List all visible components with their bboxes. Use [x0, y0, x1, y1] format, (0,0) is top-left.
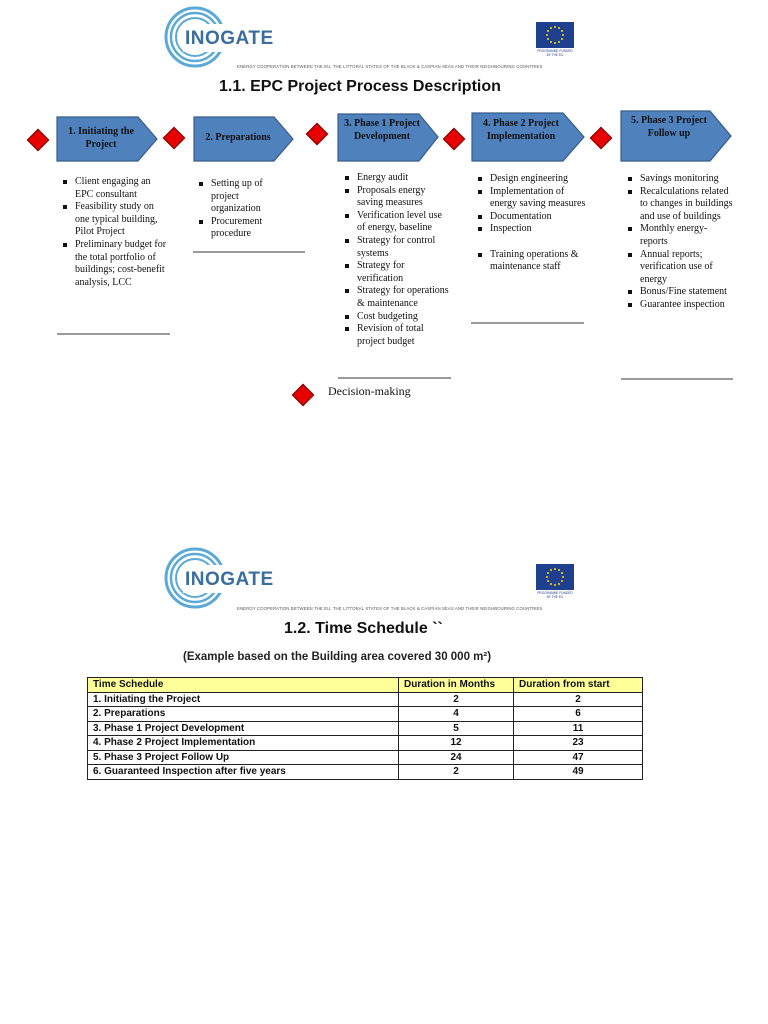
- decision-diamond-icon: [590, 127, 613, 150]
- table-header-row: [88, 678, 643, 693]
- list-item: Design engineering: [476, 173, 586, 186]
- inogate-logo: [163, 547, 288, 609]
- list-item: Strategy for verification: [343, 260, 451, 285]
- column-header: Duration from start: [514, 678, 643, 693]
- list-item: Strategy for operations & maintenance: [343, 285, 451, 310]
- phase-1-label: 1. Initiating the Project: [68, 126, 134, 150]
- tagline: ENERGY COOPERATION BETWEEN THE EU, THE LITTORAL STATES OF THE BLACK & CASPIAN SEAS AND THEIR NEIGHBOURING COUNTRIES: [237, 606, 543, 611]
- decision-diamond-icon: [163, 127, 186, 150]
- list-item: Savings monitoring: [626, 173, 734, 186]
- list-item: Proposals energy saving measures: [343, 185, 451, 210]
- phase-5-label: 5. Phase 3 Project Follow up: [631, 115, 707, 139]
- legend-label: Decision-making: [328, 384, 411, 398]
- table-row: [88, 692, 643, 707]
- phase-4-arrow: [471, 112, 585, 162]
- table-cell: 2: [399, 765, 514, 780]
- table-cell: 11: [514, 721, 643, 736]
- table-cell: 24: [399, 750, 514, 765]
- schedule-title: 1.2. Time Schedule ``: [284, 620, 443, 637]
- tagline: ENERGY COOPERATION BETWEEN THE EU, THE LITTORAL STATES OF THE BLACK & CASPIAN SEAS AND THEIR NEIGHBOURING COUNTRIES: [237, 64, 543, 69]
- table-cell: 5. Phase 3 Project Follow Up: [88, 750, 399, 765]
- table-cell: 6. Guaranteed Inspection after five years: [88, 765, 399, 780]
- list-item: Verification level use of energy, baseline: [343, 210, 451, 235]
- list-item: Documentation: [476, 211, 586, 224]
- column-header: Duration in Months: [399, 678, 514, 693]
- table-cell: 47: [514, 750, 643, 765]
- list-item: Bonus/Fine statement: [626, 286, 734, 299]
- phase-2-arrow: [193, 116, 294, 162]
- column-header: Time Schedule: [88, 678, 399, 693]
- table-cell: 2: [399, 692, 514, 707]
- table-row: [88, 765, 643, 780]
- process-title: 1.1. EPC Project Process Description: [219, 78, 501, 95]
- time-schedule-table: [87, 677, 643, 780]
- phase-2-bullets: [197, 178, 287, 241]
- eu-flag-icon: [536, 22, 574, 48]
- list-item: Cost budgeting: [343, 311, 451, 324]
- list-item: Energy audit: [343, 172, 451, 185]
- phase-4-label: 4. Phase 2 Project Implementation: [483, 118, 559, 142]
- table-row: [88, 750, 643, 765]
- eu-caption: PROGRAMME FUNDED BY THE EU: [537, 591, 573, 599]
- schedule-subtitle: (Example based on the Building area covered 30 000 m²): [183, 651, 492, 663]
- table-cell: 23: [514, 736, 643, 751]
- table-cell: 3. Phase 1 Project Development: [88, 721, 399, 736]
- list-item: Inspection: [476, 223, 586, 236]
- list-item: Strategy for control systems: [343, 235, 451, 260]
- phase-3-bullets: [343, 172, 451, 348]
- phase-5-bullets: [626, 173, 734, 312]
- list-item: Preliminary budget for the total portfolio of buildings; cost-benefit analysis, LCC: [61, 239, 169, 289]
- list-item: Feasibility study on one typical building, Pilot Project: [61, 201, 169, 239]
- table-cell: 4. Phase 2 Project Implementation: [88, 736, 399, 751]
- table-cell: 12: [399, 736, 514, 751]
- list-item: Training operations & maintenance staff: [476, 249, 586, 274]
- decision-diamond-icon: [27, 129, 50, 152]
- divider: [193, 251, 305, 253]
- decision-diamond-icon: [443, 128, 466, 151]
- table-row: [88, 721, 643, 736]
- logo-text: INOGATE: [185, 28, 274, 49]
- table-row: [88, 736, 643, 751]
- table-cell: 49: [514, 765, 643, 780]
- list-item: Client engaging an EPC consultant: [61, 176, 169, 201]
- table-cell: 2: [514, 692, 643, 707]
- list-item: Setting up of project organization: [197, 178, 287, 216]
- table-row: [88, 707, 643, 722]
- logo-text: INOGATE: [185, 569, 274, 590]
- phase-1-bullets: [61, 176, 169, 289]
- phase-4-bullets: [476, 173, 586, 274]
- list-item: Revision of total project budget: [343, 323, 451, 348]
- list-item: Guarantee inspection: [626, 299, 734, 312]
- list-item: Implementation of energy saving measures: [476, 186, 586, 211]
- phase-1-arrow: [56, 116, 158, 162]
- table-cell: 4: [399, 707, 514, 722]
- phase-3-label: 3. Phase 1 Project Development: [344, 118, 420, 142]
- list-item: Annual reports; verification use of energy: [626, 249, 734, 287]
- table-cell: 6: [514, 707, 643, 722]
- divider: [338, 377, 451, 379]
- inogate-logo: [163, 6, 288, 68]
- divider: [621, 378, 733, 380]
- decision-diamond-icon: [292, 384, 315, 407]
- list-item: Recalculations related to changes in buildings and use of buildings: [626, 186, 734, 224]
- phase-3-arrow: [337, 113, 439, 162]
- table-cell: 5: [399, 721, 514, 736]
- table-cell: 1. Initiating the Project: [88, 692, 399, 707]
- phase-2-label: 2. Preparations: [205, 132, 271, 143]
- eu-caption: PROGRAMME FUNDED BY THE EU: [537, 49, 573, 57]
- table-cell: 2. Preparations: [88, 707, 399, 722]
- phase-5-arrow: [620, 110, 732, 162]
- divider: [471, 322, 584, 324]
- eu-flag-icon: [536, 564, 574, 590]
- divider: [57, 333, 170, 335]
- list-item: Monthly energy-reports: [626, 223, 734, 248]
- decision-diamond-icon: [306, 123, 329, 146]
- list-item: Procurement procedure: [197, 216, 287, 241]
